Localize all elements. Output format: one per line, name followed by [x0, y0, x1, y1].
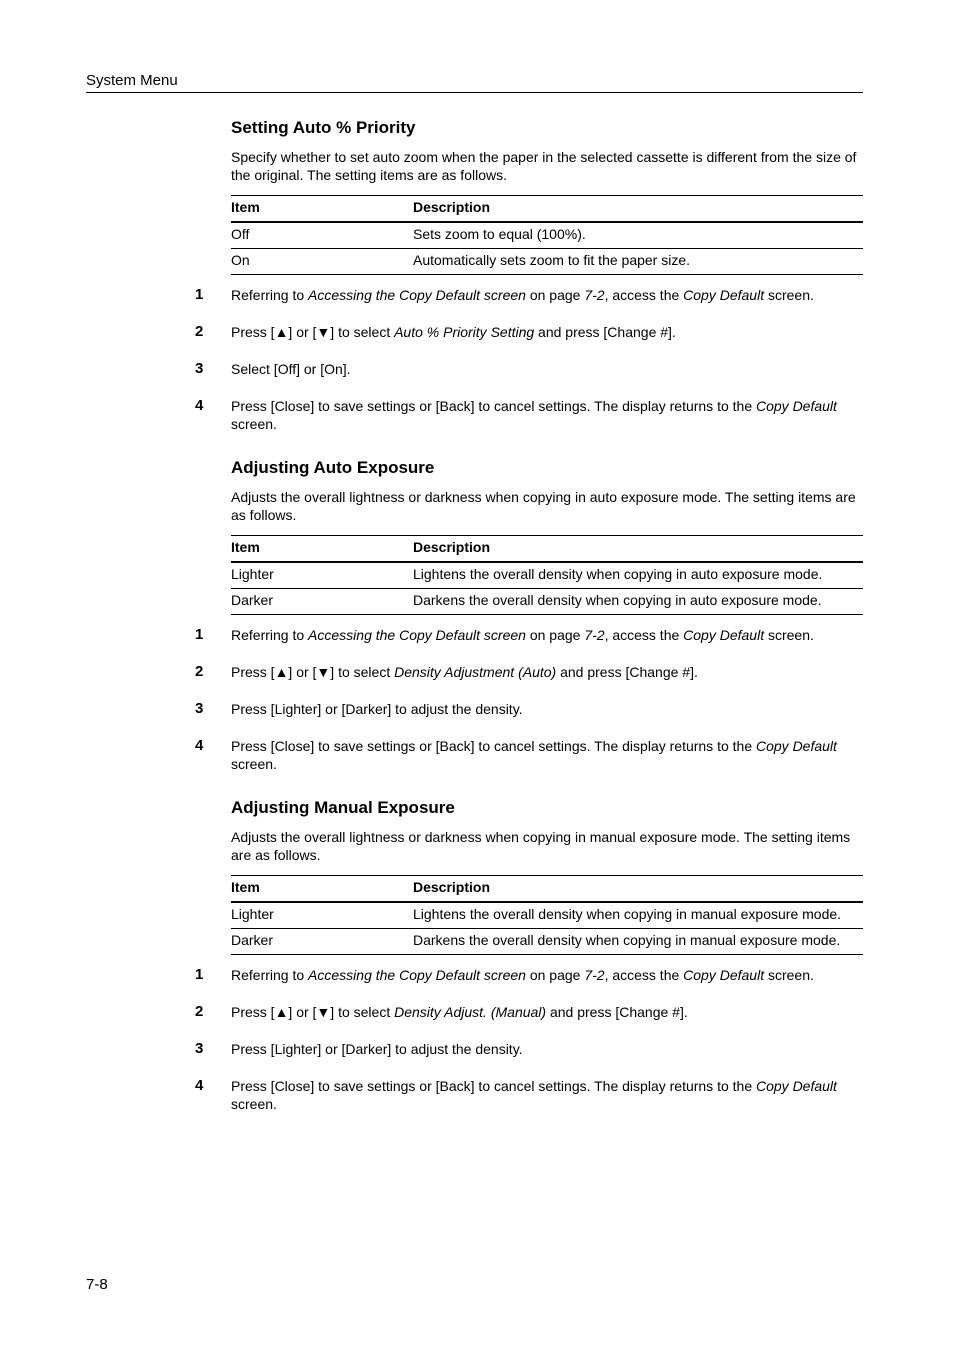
step-number: 2 — [195, 663, 204, 680]
cell-item: Lighter — [231, 906, 274, 922]
step-text — [231, 323, 863, 341]
step-text — [231, 737, 863, 773]
settings-table — [231, 875, 863, 955]
step-text — [231, 663, 863, 681]
cell-description: Darkens the overall density when copying in auto exposure mode. — [413, 592, 822, 608]
cell-item: Off — [231, 226, 250, 242]
step-text-emphasis: Copy Default — [683, 967, 765, 983]
step-text-emphasis: Accessing the Copy Default screen — [308, 967, 526, 983]
step-text-emphasis: Density Adjustment (Auto) — [394, 664, 557, 680]
cell-description: Lightens the overall density when copying in manual exposure mode. — [413, 906, 842, 922]
table-row — [231, 903, 863, 929]
step-text-emphasis: 7-2 — [584, 287, 605, 303]
page-header — [86, 72, 863, 93]
step-text — [231, 700, 863, 718]
step-text-run: Press [Lighter] or [Darker] to adjust the density. — [231, 701, 523, 717]
step-text-run: screen. — [764, 967, 814, 983]
step-text-run: , access the — [604, 627, 684, 643]
column-header-description: Description — [413, 199, 491, 215]
step-number: 3 — [195, 360, 204, 377]
table-row — [231, 223, 863, 249]
step-number: 2 — [195, 1003, 204, 1020]
step-number: 4 — [195, 737, 204, 754]
step-text — [231, 1077, 863, 1113]
table-row — [231, 929, 863, 955]
step-text-run: screen. — [231, 416, 277, 432]
step-text-run: on page — [525, 627, 585, 643]
section-intro: Adjusts the overall lightness or darkness when copying in auto exposure mode. The setting items are as follows. — [231, 489, 856, 523]
step-text-emphasis: Copy Default — [756, 738, 837, 754]
table-row — [231, 589, 863, 615]
step-text-emphasis: 7-2 — [584, 967, 605, 983]
column-header-item: Item — [231, 199, 260, 215]
step-number: 4 — [195, 397, 204, 414]
header-title: System Menu — [86, 72, 178, 89]
step-text-run: on page — [525, 287, 585, 303]
cell-description: Lightens the overall density when copying in auto exposure mode. — [413, 566, 823, 582]
step-text-run: Referring to — [231, 627, 309, 643]
section-title: Adjusting Manual Exposure — [231, 798, 455, 817]
settings-table — [231, 195, 863, 275]
step-text-emphasis: Copy Default — [756, 398, 837, 414]
section-intro: Specify whether to set auto zoom when the paper in the selected cassette is different from the size of the original. The setting items are as follows. — [231, 149, 857, 183]
step-text-emphasis: Auto % Priority Setting — [394, 324, 535, 340]
step-text-run: on page — [525, 967, 585, 983]
step-text-run: Press [Close] to save settings or [Back] to cancel settings. The display returns to the — [231, 738, 756, 754]
step-text-run: screen. — [231, 756, 277, 772]
cell-description: Automatically sets zoom to fit the paper size. — [413, 252, 691, 268]
column-header-item: Item — [231, 539, 260, 555]
cell-description: Darkens the overall density when copying in manual exposure mode. — [413, 932, 841, 948]
step-text-emphasis: Copy Default — [683, 627, 765, 643]
step-text — [231, 360, 863, 378]
step-number: 3 — [195, 1040, 204, 1057]
step-number: 2 — [195, 323, 204, 340]
cell-item: Darker — [231, 932, 274, 948]
cell-item: Lighter — [231, 566, 274, 582]
table-header-row — [231, 535, 863, 563]
step-text-run: Press [Close] to save settings or [Back] to cancel settings. The display returns to the — [231, 1078, 756, 1094]
column-header-description: Description — [413, 539, 491, 555]
section-title: Adjusting Auto Exposure — [231, 458, 435, 477]
step-text-run: Press [▲] or [▼] to select — [231, 664, 395, 680]
step-text — [231, 966, 863, 984]
step-text-emphasis: Copy Default — [683, 287, 765, 303]
column-header-item: Item — [231, 879, 260, 895]
step-text — [231, 626, 863, 644]
step-text-run: screen. — [764, 287, 814, 303]
cell-description: Sets zoom to equal (100%). — [413, 226, 586, 242]
step-text-emphasis: Density Adjust. (Manual) — [394, 1004, 547, 1020]
step-text — [231, 397, 863, 433]
cell-item: Darker — [231, 592, 274, 608]
step-text-run: Referring to — [231, 287, 309, 303]
cell-item: On — [231, 252, 250, 268]
step-text-emphasis: Accessing the Copy Default screen — [308, 627, 526, 643]
section-title: Setting Auto % Priority — [231, 118, 416, 137]
step-number: 3 — [195, 700, 204, 717]
step-text — [231, 286, 863, 304]
step-text-run: screen. — [231, 1096, 277, 1112]
table-header-row — [231, 875, 863, 903]
step-text — [231, 1003, 863, 1021]
step-number: 1 — [195, 286, 204, 303]
step-text-run: , access the — [604, 287, 684, 303]
step-number: 1 — [195, 966, 204, 983]
step-text-emphasis: Accessing the Copy Default screen — [308, 287, 526, 303]
step-number: 1 — [195, 626, 204, 643]
section-intro: Adjusts the overall lightness or darkness when copying in manual exposure mode. The setting items are as follows. — [231, 829, 851, 863]
step-text-run: , access the — [604, 967, 684, 983]
step-text-run: Referring to — [231, 967, 309, 983]
settings-table — [231, 535, 863, 615]
step-text-run: and press [Change #]. — [534, 324, 676, 340]
step-text-run: Select [Off] or [On]. — [231, 361, 351, 377]
step-text-run: screen. — [764, 627, 814, 643]
step-text-run: Press [▲] or [▼] to select — [231, 1004, 395, 1020]
step-text-run: Press [Close] to save settings or [Back] to cancel settings. The display returns to the — [231, 398, 756, 414]
step-text-emphasis: Copy Default — [756, 1078, 837, 1094]
table-row — [231, 249, 863, 275]
step-number: 4 — [195, 1077, 204, 1094]
page-number: 7-8 — [86, 1276, 108, 1293]
step-text-run: Press [Lighter] or [Darker] to adjust the density. — [231, 1041, 523, 1057]
step-text — [231, 1040, 863, 1058]
column-header-description: Description — [413, 879, 491, 895]
table-header-row — [231, 195, 863, 223]
step-text-emphasis: 7-2 — [584, 627, 605, 643]
table-row — [231, 563, 863, 589]
step-text-run: Press [▲] or [▼] to select — [231, 324, 395, 340]
step-text-run: and press [Change #]. — [556, 664, 698, 680]
step-text-run: and press [Change #]. — [546, 1004, 688, 1020]
